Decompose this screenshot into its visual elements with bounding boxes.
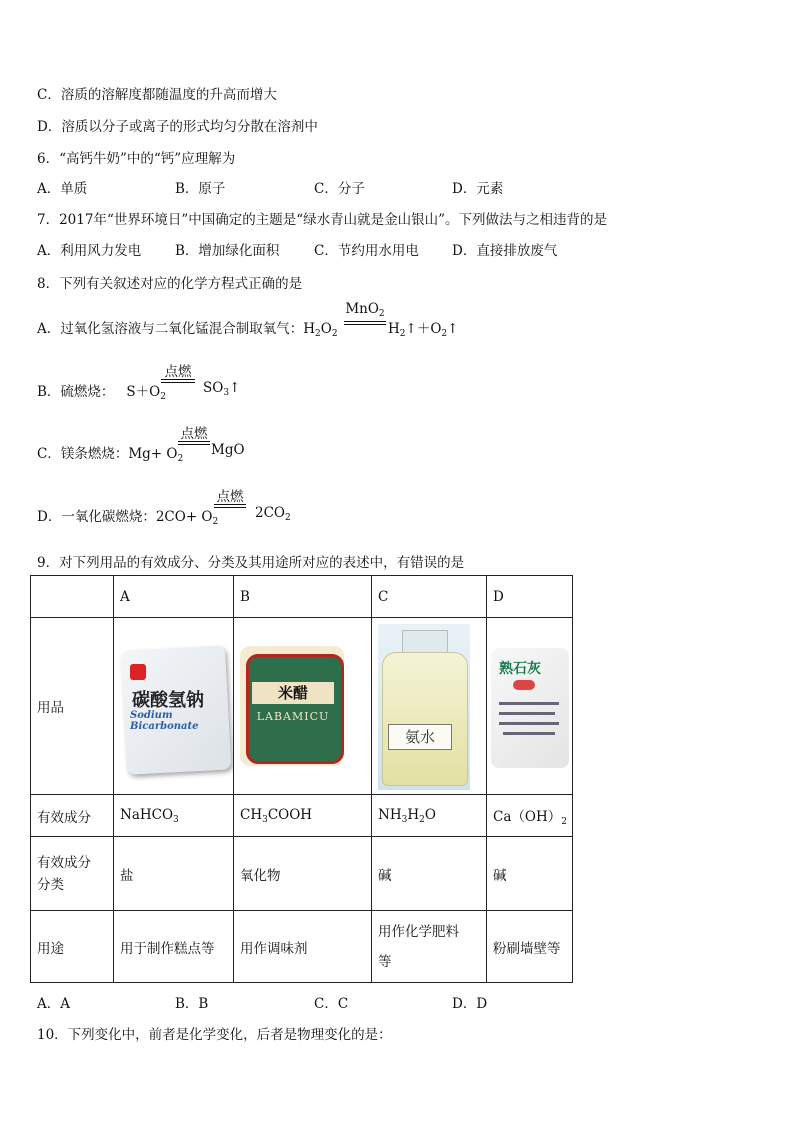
- q8-option-a: [37, 317, 338, 339]
- q8-b-arrow: 点燃: [161, 365, 195, 383]
- slaked-lime-image: 熟石灰: [487, 618, 572, 794]
- image-cell-a: [114, 618, 234, 795]
- q9-option-c: C．C: [314, 996, 349, 1012]
- q8-option-b: [37, 380, 166, 402]
- question-7: 7．2017年“世界环境日”中国确定的主题是“绿水青山就是金山银山”。下列做法与之相违背的是: [37, 212, 608, 228]
- q8-c-arrow: 点燃: [178, 427, 210, 445]
- use-b: 用作调味剂: [234, 911, 372, 983]
- q8-d-products: $2CO_2$: [255, 505, 291, 523]
- q9-option-b: B．B: [175, 996, 209, 1012]
- table-row: [31, 911, 573, 983]
- use-c: 用作化学肥料 等: [372, 911, 487, 983]
- q8-d-label: D．一氧化碳燃烧：: [37, 509, 156, 525]
- table-row: [31, 576, 573, 618]
- table-row: [31, 837, 573, 911]
- q9-option-d: D．D: [452, 996, 488, 1012]
- table-row: [31, 795, 573, 837]
- option-5c: C．溶质的溶解度都随温度的升高而增大: [37, 87, 277, 103]
- q8-a-arrow: MnO$_2$: [344, 302, 386, 325]
- question-9: 9．对下列用品的有效成分、分类及其用途所对应的表述中，有错误的是: [37, 555, 465, 571]
- q7-option-c: C．节约用水用电: [314, 243, 419, 259]
- q8-c-products: MgO: [211, 442, 245, 458]
- row-label-use: 用途: [31, 911, 114, 983]
- component-a: NaHCO$_3$: [114, 795, 234, 837]
- rice-vinegar-image: 米醋 LABAMICU: [234, 618, 371, 794]
- header-c: C: [372, 576, 487, 618]
- class-b: 氧化物: [234, 837, 372, 911]
- component-d: $Ca(OH)_2$: [487, 795, 573, 837]
- image-cell-b: [234, 618, 372, 795]
- table-row: [31, 618, 573, 795]
- use-d: 粉刷墙壁等: [487, 911, 573, 983]
- question-6: 6．“高钙牛奶”中的“钙”应理解为: [37, 151, 236, 167]
- header-d: D: [487, 576, 573, 618]
- question-10: 10．下列变化中，前者是化学变化，后者是物理变化的是：: [37, 1027, 392, 1043]
- question-8: 8．下列有关叙述对应的化学方程式正确的是: [37, 276, 303, 292]
- q8-c-label: C．镁条燃烧：: [37, 446, 129, 462]
- class-c: 碱: [372, 837, 487, 911]
- q7-option-a: A．利用风力发电: [37, 243, 142, 259]
- sodium-bicarbonate-image: 碳酸氢钠 Sodium Bicarbonate: [114, 618, 233, 794]
- q6-option-d: D．元素: [452, 181, 504, 197]
- ammonia-water-image: 氨水: [372, 618, 486, 794]
- q8-d-reactant: $2CO+ O_2$: [155, 509, 219, 527]
- q8-b-label: B．硫燃烧：: [37, 384, 115, 400]
- q8-c-reactant: $Mg+ O_2$: [128, 446, 184, 464]
- header-b: B: [234, 576, 372, 618]
- q8-option-d: [37, 505, 218, 527]
- image-cell-c: [372, 618, 487, 795]
- q8-option-c: [37, 442, 183, 464]
- class-a: 盐: [114, 837, 234, 911]
- q6-option-c: C．分子: [314, 181, 365, 197]
- option-5d: D．溶质以分子或离子的形式均匀分散在溶剂中: [37, 119, 318, 135]
- q8-b-reactant: $S+O_2$: [126, 384, 166, 402]
- q6-option-b: B．原子: [175, 181, 226, 197]
- component-b: $CH_3COOH$: [234, 795, 372, 837]
- q6-option-a: A．单质: [37, 181, 88, 197]
- q8-a-label: A．过氧化氢溶液与二氧化锰混合制取氧气：: [37, 321, 304, 337]
- q9-option-a: A．A: [37, 996, 70, 1012]
- row-label-item: 用品: [31, 618, 114, 795]
- row-label-component: 有效成分: [31, 795, 114, 837]
- q7-option-d: D．直接排放废气: [452, 243, 558, 259]
- q7-option-b: B．增加绿化面积: [175, 243, 280, 259]
- header-blank: [31, 576, 114, 618]
- component-c: $NH_3H_2O$: [372, 795, 487, 837]
- header-a: A: [114, 576, 234, 618]
- class-d: 碱: [487, 837, 573, 911]
- row-label-class: 有效成分 分类: [31, 837, 114, 911]
- q8-b-products: $SO_3↑$: [203, 380, 241, 398]
- q9-table: [30, 575, 573, 983]
- q8-a-products: $H_2↑+O_2↑$: [388, 321, 459, 339]
- image-cell-d: [487, 618, 573, 795]
- use-a: 用于制作糕点等: [114, 911, 234, 983]
- q8-d-arrow: 点燃: [214, 490, 246, 508]
- q8-a-reactant: $H_2O_2$: [303, 321, 338, 339]
